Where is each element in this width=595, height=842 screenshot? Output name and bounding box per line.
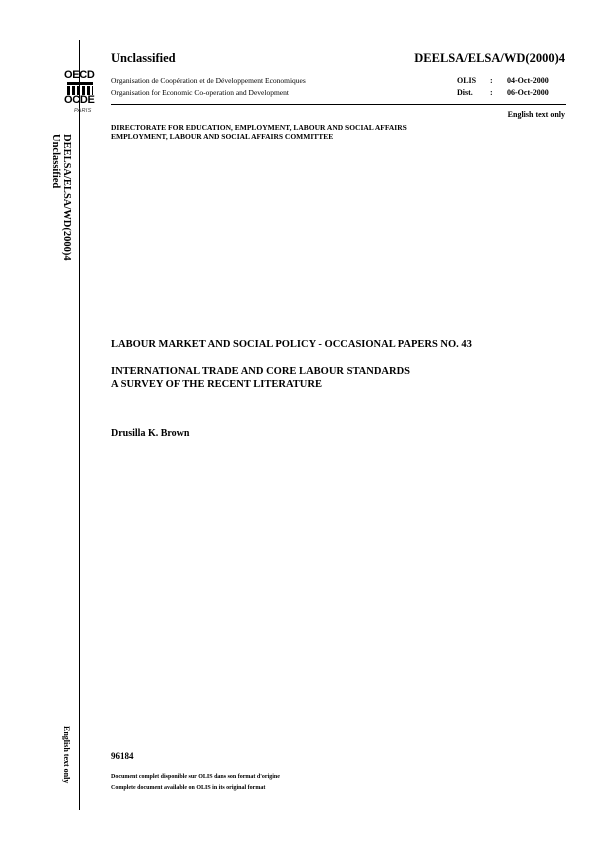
committee-heading: EMPLOYMENT, LABOUR AND SOCIAL AFFAIRS COMMITTEE bbox=[111, 132, 334, 141]
vertical-divider bbox=[79, 40, 80, 810]
series-title: LABOUR MARKET AND SOCIAL POLICY - OCCASIONAL PAPERS NO. 43 bbox=[111, 339, 472, 350]
footer-note-en: Complete document available on OLIS in its original format bbox=[111, 785, 266, 791]
oecd-logo bbox=[64, 70, 98, 132]
language-note: English text only bbox=[507, 110, 565, 119]
document-reference: DEELSA/ELSA/WD(2000)4 bbox=[414, 51, 565, 65]
sidebar-classification: Unclassified bbox=[50, 134, 61, 189]
logo-bar-icon bbox=[67, 82, 93, 85]
organisation-name-fr: Organisation de Coopération et de Développement Economiques bbox=[111, 76, 306, 85]
header-rule bbox=[111, 104, 566, 105]
logo-line-ocde: OCDE bbox=[64, 94, 95, 106]
author-name: Drusilla K. Brown bbox=[111, 428, 190, 439]
classification-label: Unclassified bbox=[111, 51, 176, 65]
dist-label: Dist. bbox=[457, 88, 473, 97]
dist-date: 06-Oct-2000 bbox=[507, 88, 549, 97]
footer-note-fr: Document complet disponible sur OLIS dans son format d'origine bbox=[111, 774, 280, 780]
document-title-line2: A SURVEY OF THE RECENT LITERATURE bbox=[111, 379, 322, 390]
sidebar-document-reference: DEELSA/ELSA/WD(2000)4 bbox=[61, 134, 72, 261]
job-number: 96184 bbox=[111, 751, 134, 761]
organisation-name-en: Organisation for Economic Co-operation and Development bbox=[111, 88, 289, 97]
olis-date: 04-Oct-2000 bbox=[507, 76, 549, 85]
olis-separator: : bbox=[490, 76, 493, 85]
sidebar-language: English text only bbox=[62, 726, 71, 784]
document-title-line1: INTERNATIONAL TRADE AND CORE LABOUR STANDARDS bbox=[111, 366, 411, 377]
dist-separator: : bbox=[490, 88, 493, 97]
olis-label: OLIS bbox=[457, 76, 477, 85]
directorate-heading: DIRECTORATE FOR EDUCATION, EMPLOYMENT, LABOUR AND SOCIAL AFFAIRS bbox=[111, 123, 407, 132]
logo-line-oecd: OECD bbox=[64, 69, 95, 81]
logo-city: PARIS bbox=[74, 108, 92, 114]
